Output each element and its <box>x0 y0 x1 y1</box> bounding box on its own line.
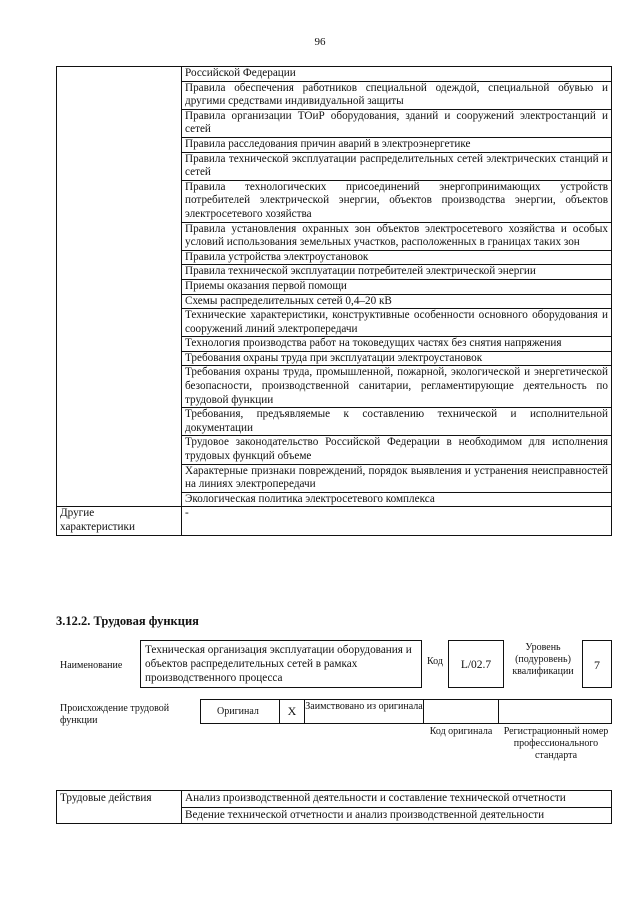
original-cell <box>200 699 280 724</box>
origin-row <box>200 699 612 724</box>
labor-actions-label: Трудовые действия <box>57 791 182 824</box>
borrowed-cell <box>304 699 424 724</box>
row-label-cell <box>57 67 182 507</box>
original-mark-cell <box>279 699 305 724</box>
requirement-item: Технология производства работ на токоведущих частях без снятия напряжения <box>182 337 612 352</box>
page-number: 96 <box>314 36 326 48</box>
requirement-item: Правила организации ТОиР оборудования, зданий и сооружений электростанций и сетей <box>182 109 612 137</box>
code-of-original-cell <box>423 699 499 724</box>
name-label: Наименование <box>60 660 123 671</box>
requirement-item: Трудовое законодательство Российской Федерации в необходимом для исполнения трудовых функций объеме <box>182 436 612 464</box>
requirement-item: Требования охраны труда при эксплуатации электроустановок <box>182 351 612 366</box>
labor-action-item: Ведение технической отчетности и анализ производственной деятельности <box>182 807 612 824</box>
section-heading: 3.12.2. Трудовая функция <box>56 614 199 628</box>
requirement-item: Технические характеристики, конструктивные особенности основного оборудования и сооружений линий электропередачи <box>182 309 612 337</box>
labor-action-item: Анализ производственной деятельности и составление технической отчетности <box>182 791 612 808</box>
qualification-level-label: Уровень (подуровень) квалификации <box>512 642 574 677</box>
requirement-item: Характерные признаки повреждений, порядок выявления и устранения неисправностей на линиях электропередачи <box>182 464 612 492</box>
requirement-item: Российской Федерации <box>182 67 612 82</box>
requirement-item: Экологическая политика электросетевого комплекса <box>182 492 612 507</box>
requirement-item: Правила установления охранных зон объектов электросетевого хозяйства и особых условий использования земельных участков, расположенных в границах таких зон <box>182 222 612 250</box>
qualification-level-box: 7 <box>582 640 612 688</box>
other-characteristics-label <box>57 507 182 535</box>
code-of-original-label: Код оригинала <box>429 726 493 737</box>
function-name-box: Техническая организация эксплуатации оборудования и объектов распределительных сетей в рамках производственного процесса <box>140 640 422 688</box>
other-label-line: характеристики <box>60 521 135 533</box>
labor-actions-table <box>56 790 612 824</box>
requirement-item: Правила технологических присоединений энергопринимающих устройств потребителей электрической энергии, объектов производства энергии, объектов электросетевого хозяйства <box>182 180 612 222</box>
registration-number-cell <box>498 699 612 724</box>
original-label: Оригинал <box>217 706 259 717</box>
borrowed-label: Заимствовано из оригинала <box>305 701 423 712</box>
code-value-box: L/02.7 <box>448 640 504 688</box>
requirement-item: Правила обеспечения работников специальной одеждой, специальной обувью и другими средствами индивидуальной защиты <box>182 81 612 109</box>
table-row <box>57 67 612 82</box>
requirement-item: Правила технической эксплуатации распределительных сетей электрических станций и сетей <box>182 152 612 180</box>
other-label-line: Другие <box>60 507 95 520</box>
requirement-item: Требования, предъявляемые к составлению технической и исполнительной документации <box>182 408 612 436</box>
requirement-item: Схемы распределительных сетей 0,4–20 кВ <box>182 294 612 309</box>
table-row <box>57 507 612 535</box>
registration-number-label: Регистрационный номер профессионального стандарта <box>503 726 609 761</box>
requirement-item: Правила технической эксплуатации потребителей электрической энергии <box>182 265 612 280</box>
requirement-item: Правила устройства электроустановок <box>182 250 612 265</box>
original-mark: X <box>287 704 297 718</box>
origin-label: Происхождение трудовой функции <box>60 703 170 726</box>
requirement-item: Приемы оказания первой помощи <box>182 279 612 294</box>
requirement-item: Требования охраны труда, промышленной, пожарной, экологической и энергетической безопасности, производственной санитарии, регламентирующие деятельность по трудовой функции <box>182 366 612 408</box>
code-label: Код <box>427 656 443 667</box>
table-row <box>57 791 612 808</box>
knowledge-table <box>56 66 612 536</box>
other-characteristics-value: - <box>182 507 612 535</box>
requirement-item: Правила расследования причин аварий в электроэнергетике <box>182 137 612 152</box>
